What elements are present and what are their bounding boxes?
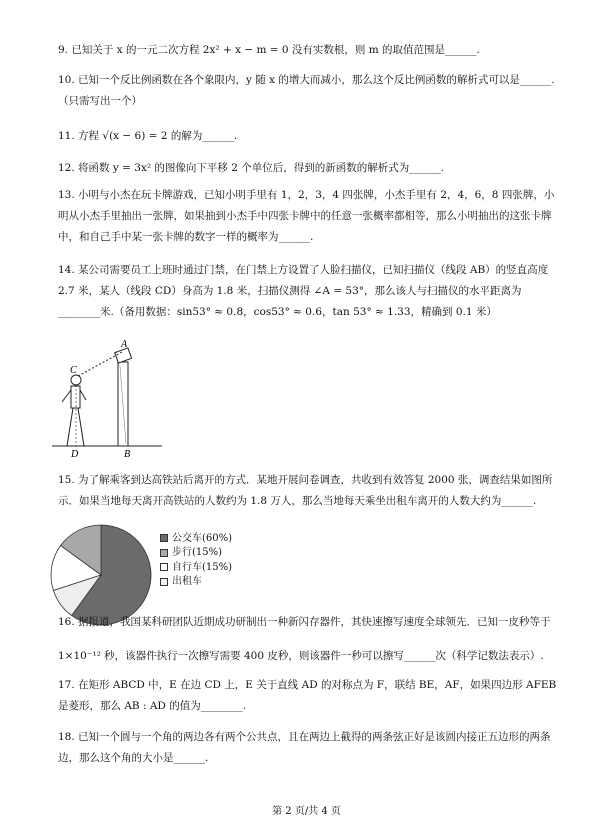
question-9: 9. 已知关于 x 的一元二次方程 2x² + x − m = 0 没有实数根，则 m 的取值范围是______. bbox=[58, 44, 480, 56]
question-16: 16. 据报道，我国某科研团队近期成功研制出一种新闪存器件，其快速擦写速度全球领先．已知一皮秒等于 bbox=[58, 616, 551, 628]
legend-entry bbox=[160, 531, 232, 546]
legend-entry bbox=[160, 546, 232, 561]
label-a: A bbox=[121, 339, 128, 350]
legend-swatch bbox=[160, 578, 168, 586]
pie-legend bbox=[160, 531, 232, 589]
legend-label: 步行(15%) bbox=[172, 547, 223, 559]
question-13: 13. 小明与小杰在玩卡牌游戏，已知小明手里有 1，2，3，4 四张牌，小杰手里有 2，4，6，8 四张牌，小明从小杰手里抽出一张牌，如果抽到小杰手中四张卡牌中的任意一张概率都相等，那么小明抽出的这张卡牌中，和自己手中某一张卡牌的数字一样的概率为______. bbox=[58, 189, 555, 243]
question-18: 18. 已知一个圆与一个角的两边各有两个公共点，且在两边上截得的两条弦正好是该圆内接正五边形的两条边，那么这个角的大小是______. bbox=[58, 731, 551, 764]
label-b: B bbox=[124, 449, 131, 460]
legend-label: 公交车(60%) bbox=[172, 532, 233, 544]
label-c: C bbox=[70, 365, 77, 376]
question-16-cont: 1×10⁻¹² 秒，该器件执行一次擦写需要 400 皮秒，则该器件一秒可以擦写______次（科学记数法表示）. bbox=[58, 650, 544, 662]
page-footer: 第 2 页/共 4 页 bbox=[272, 806, 341, 817]
question-17: 17. 在矩形 ABCD 中，E 在边 CD 上，E 关于直线 AD 的对称点为 F，联结 BE，AF，如果四边形 AFEB 是菱形，那么 AB : AD 的值为________. bbox=[58, 679, 557, 712]
legend-label: 出租车 bbox=[172, 576, 202, 588]
question-12: 12. 将函数 y = 3x² 的图像向下平移 2 个单位后，得到的新函数的解析式为______. bbox=[58, 162, 445, 174]
person-head bbox=[71, 375, 81, 385]
scanner-figure bbox=[52, 336, 164, 460]
legend-swatch bbox=[160, 563, 168, 571]
legend-entry bbox=[160, 560, 232, 575]
legend-swatch bbox=[160, 549, 168, 557]
label-d: D bbox=[71, 449, 79, 460]
person-body bbox=[71, 386, 80, 408]
scanner-device bbox=[115, 348, 132, 363]
question-15: 15. 为了解乘客到达高铁站后离开的方式．某地开展问卷调查，共收到有效答复 2000 张，调查结果如图所示．如果当地每天离开高铁站的人数约为 1.8 万人，那么当地每天乘坐出租车离开的人数大约为______. bbox=[58, 474, 553, 507]
legend-swatch bbox=[160, 534, 168, 542]
legend-label: 自行车(15%) bbox=[172, 561, 233, 573]
question-11: 11. 方程 √(x − 6) = 2 的解为______. bbox=[58, 130, 238, 142]
legend-entry bbox=[160, 575, 232, 590]
question-14: 14. 某公司需要员工上班时通过门禁，在门禁上方设置了人脸扫描仪，已知扫描仪（线段 AB）的竖直高度 2.7 米，某人（线段 CD）身高为 1.8 米，扫描仪测得 ∠A = 53°，那么该人与扫描仪的水平距离为________米.（备用数据：sin53° ≈ 0.8，cos53° ≈ 0.6，tan 53° ≈ 1.33，精确到 0.1 米） bbox=[58, 264, 549, 318]
question-10: 10. 已知一个反比例函数在各个象限内，y 随 x 的增大而减小，那么这个反比例函数的解析式可以是______.（只需写出一个） bbox=[58, 74, 555, 107]
